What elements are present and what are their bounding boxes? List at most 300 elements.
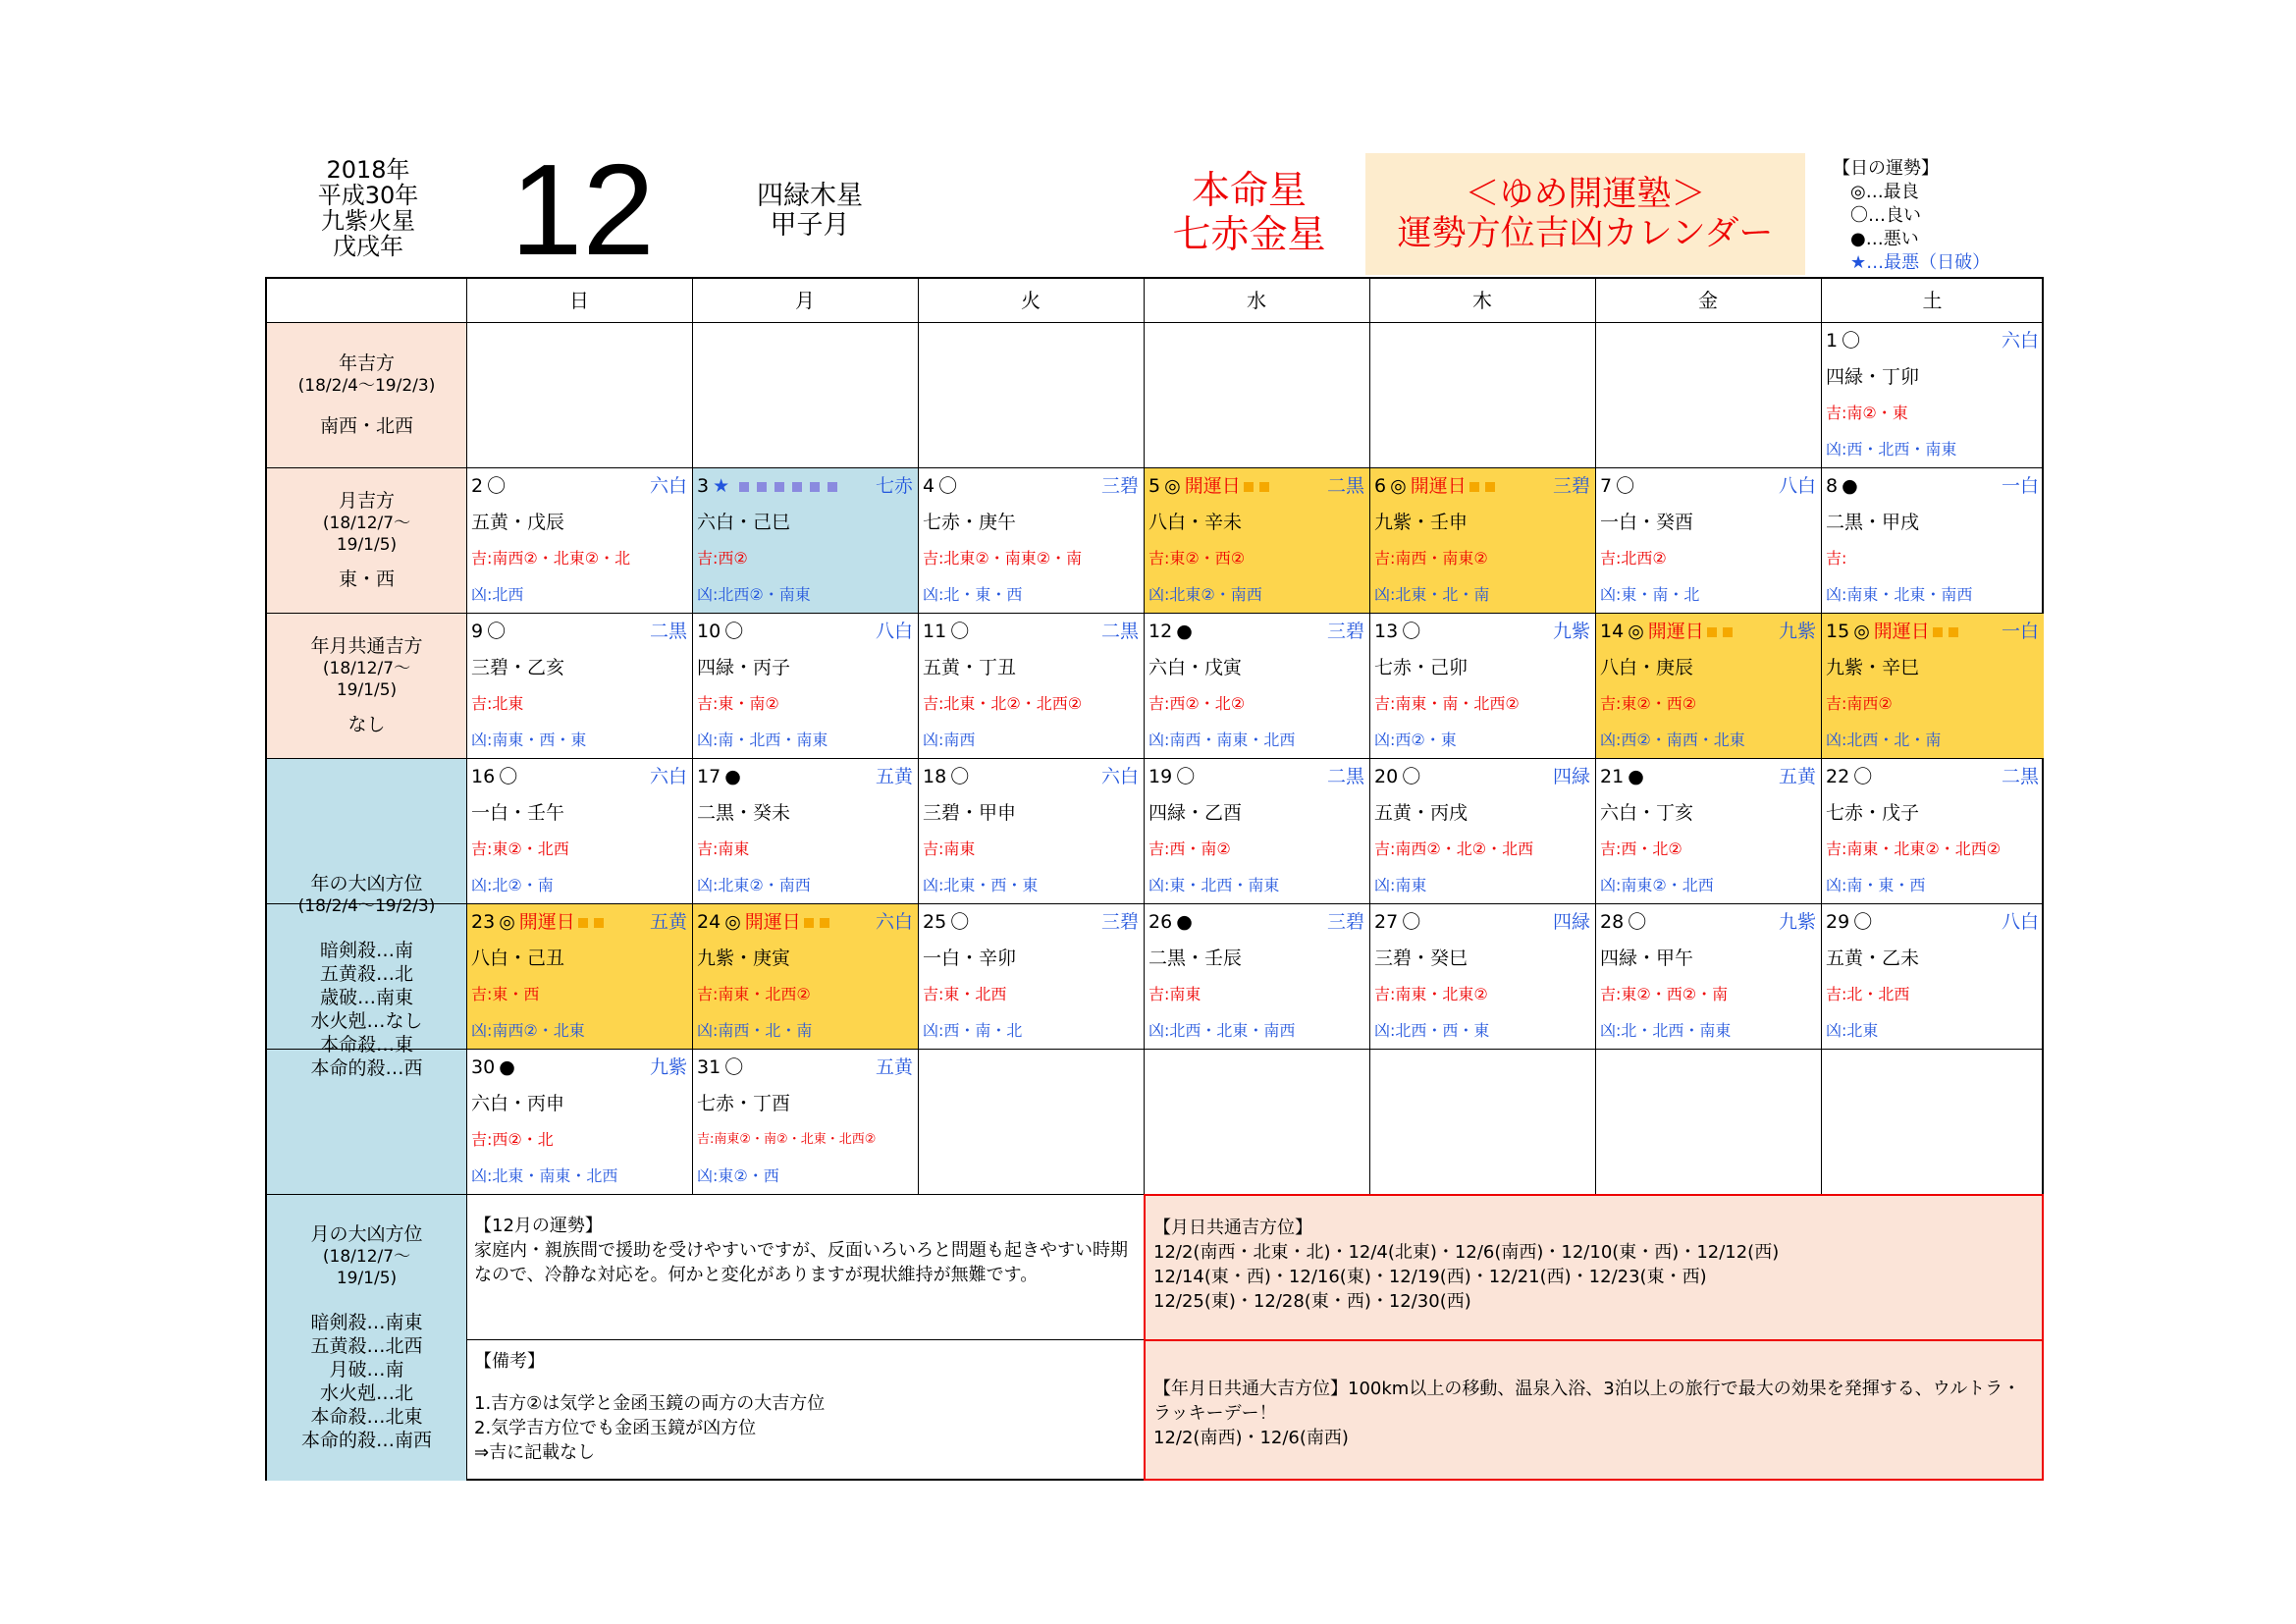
side-bad-item: 本命殺…東 [319,1034,413,1056]
day-header [471,764,687,789]
day-header [1826,764,2039,789]
day-kanshi: 五黄・丁丑 [923,657,1017,678]
weekday-6: 土 [1922,289,1943,312]
month-number: 12 [510,137,655,282]
worst-squares [735,475,841,497]
grid-hline [267,903,2044,904]
day-fortune-mark: ◎ [724,911,741,933]
legend-worst: ★…最悪（日破） [1850,252,1991,273]
weekday-5: 金 [1698,289,1718,312]
day-kyo: 凶:西②・東 [1374,731,1457,749]
day-cell [918,758,1144,903]
kaiun-label: 開運日 [744,911,801,933]
worst-square [739,482,749,492]
day-kyo: 凶:北東②・南西 [697,876,811,894]
day-header [1374,909,1590,935]
honmei-star [1139,169,1360,257]
worst-square [757,482,767,492]
day-kyo: 凶:南西・南東・北西 [1148,731,1296,749]
day-number: 6 [1374,475,1387,497]
side-range: 19/1/5) [336,680,398,700]
day-number: 26 [1148,911,1173,933]
side-title: 年の大凶方位 [310,873,423,894]
side-value: 南西・北西 [319,415,413,437]
day-fortune-mark: 〇 [1402,911,1421,933]
note-big-line: 12/2(南西)・12/6(南西) [1153,1428,1349,1448]
day-kichi: 吉: [1826,549,1847,568]
day-fortune-mark: 〇 [1853,911,1873,933]
day-fortune-mark: 〇 [724,621,744,642]
day-kichi: 吉:東・南② [697,694,779,713]
day-kanshi: 七赤・戊子 [1826,802,1920,824]
day-cell [466,903,692,1049]
day-kyo: 凶:西②・南西・北東 [1600,731,1745,749]
day-header [1374,764,1590,789]
day-header [1826,619,2039,644]
side-bad-item: 月破…南 [329,1359,404,1380]
worst-square [828,482,837,492]
day-kichi: 吉:西②・北② [1148,694,1246,713]
day-kyo: 凶:南東・北東・南西 [1826,585,1973,604]
day-kyo: 凶:東・北西・南東 [1148,876,1280,894]
day-kyo: 凶:東・南・北 [1600,585,1700,604]
day-fortune-mark: ● [1842,475,1858,497]
day-kyo: 凶:南西・北・南 [697,1021,813,1040]
day-kanshi: 六白・丙申 [471,1093,565,1114]
kaiun-square [1707,627,1717,637]
day-kanshi: 九紫・辛巳 [1826,657,1920,678]
day-fortune-mark: 〇 [499,766,518,787]
grid-vline [1821,279,1822,1194]
note-fortune-title: 【12月の運勢】 [474,1216,603,1236]
note-remarks [466,1339,1144,1481]
day-kanshi: 七赤・庚午 [923,512,1017,533]
day-kyo: 凶:東②・西 [697,1166,779,1185]
day-cell [692,758,918,903]
day-kyo: 凶:北・東・西 [923,585,1023,604]
note-big-text: 【年月日共通大吉方位】100km以上の移動、温泉入浴、3泊以上の旅行で最大の効果を発揮する、ウルトラ・ラッキーデー！ [1153,1379,2021,1424]
day-kanshi: 四緑・丁卯 [1826,366,1920,388]
day-kyusei: 五黄 [1778,766,1816,787]
day-kanshi: 二黒・甲戌 [1826,512,1920,533]
day-fortune-mark: ◎ [499,911,515,933]
day-kyusei: 二黒 [1326,475,1364,497]
side-range: 19/1/5) [336,535,398,555]
day-kanshi: 八白・己丑 [471,947,565,969]
side-value: 東・西 [338,568,395,590]
day-kanshi: 三碧・乙亥 [471,657,565,678]
day-kyusei: 八白 [2001,911,2039,933]
day-cell [692,903,918,1049]
day-kanshi: 一白・辛卯 [923,947,1017,969]
day-header [697,909,913,935]
kaiun-label: 開運日 [1184,475,1241,497]
day-kanshi: 五黄・戊辰 [471,512,565,533]
day-fortune-mark: 〇 [1176,766,1196,787]
day-kyo: 凶:北東・西・東 [923,876,1039,894]
day-kyusei: 三碧 [1100,911,1139,933]
side-month-bad [267,1194,466,1481]
legend [1833,157,2029,275]
day-kyusei: 八白 [1778,475,1816,497]
day-header [697,1055,913,1080]
day-kyo: 凶:北東②・南西 [1148,585,1262,604]
day-header [923,473,1139,499]
grid-hline [267,467,2044,468]
grid-vline [692,279,693,1194]
calendar-title [1365,153,1805,275]
day-fortune-mark: 〇 [487,621,507,642]
day-kanshi: 三碧・癸巳 [1374,947,1468,969]
day-number: 1 [1826,330,1839,352]
day-kichi: 吉:東②・西② [1148,549,1246,568]
day-header [1374,619,1590,644]
grid-hline [267,322,2044,323]
day-cell [1369,903,1595,1049]
day-fortune-mark: ● [1176,621,1193,642]
day-kanshi: 六白・丁亥 [1600,802,1694,824]
day-header [1600,619,1816,644]
day-cell [1595,467,1821,613]
day-kichi: 吉:北東②・南東②・南 [923,549,1083,568]
day-kichi: 吉:南東 [1148,985,1201,1003]
day-kichi: 吉:東・西 [471,985,540,1003]
day-fortune-mark: 〇 [950,911,970,933]
day-fortune-mark: ● [1176,911,1193,933]
kaiun-label: 開運日 [1647,621,1704,642]
worst-square [792,482,802,492]
day-kyusei: 三碧 [1326,911,1364,933]
day-fortune-mark: ◎ [1390,475,1407,497]
day-header [697,473,913,499]
legend-bad: ●…悪い [1850,229,1919,249]
day-kichi: 吉:東②・北西 [471,839,569,858]
day-kichi: 吉:北東・北②・北西② [923,694,1083,713]
day-cell [1821,758,2044,903]
day-header [471,619,687,644]
side-title: 月吉方 [338,490,395,512]
day-cell [466,758,692,903]
side-range: (18/12/7～ [322,659,411,678]
side-range: 19/1/5) [336,1269,398,1288]
day-cell [692,467,918,613]
day-kichi: 吉:北・北西 [1826,985,1910,1003]
day-kanshi: 二黒・癸未 [697,802,791,824]
day-kichi: 吉:西・北② [1600,839,1682,858]
header-eto: 戊戌年 [333,233,403,260]
day-kyo: 凶:南東・西・東 [471,731,587,749]
day-cell [1821,467,2044,613]
day-number: 20 [1374,766,1399,787]
day-cell [692,613,918,758]
day-header [1600,909,1816,935]
day-kichi: 吉:西・南② [1148,839,1231,858]
day-kichi: 吉:西② [697,549,748,568]
day-number: 8 [1826,475,1839,497]
day-fortune-mark: 〇 [724,1056,744,1078]
day-cell [1144,758,1369,903]
day-kyo: 凶:北東・南東・北西 [471,1166,618,1185]
side-bad-item: 本命殺…北東 [310,1406,423,1428]
side-bad-item: 水火剋…なし [310,1010,423,1032]
note-common-title: 【月日共通吉方位】 [1153,1218,1312,1238]
header-heisei: 平成30年 [317,182,419,209]
day-cell [918,613,1144,758]
day-cell [918,903,1144,1049]
day-number: 17 [697,766,721,787]
day-cell [1369,613,1595,758]
day-kyo: 凶:南東②・北西 [1600,876,1714,894]
day-number: 12 [1148,621,1173,642]
day-kichi: 吉:南東 [923,839,976,858]
note-remarks-line: 2.気学吉方位でも金函玉鏡が凶方位 [474,1418,757,1438]
kaiun-square [1933,627,1943,637]
day-kichi: 吉:北東 [471,694,524,713]
day-kyo: 凶:北西・北東・南西 [1148,1021,1296,1040]
grid-hline [267,613,2044,614]
note-fortune [466,1194,1144,1339]
day-cell [1144,467,1369,613]
note-common-line: 12/14(東・西)・12/16(東)・12/19(西)・12/21(西)・12/23(東・西) [1153,1267,1707,1287]
grid-vline [918,279,919,1194]
day-number: 23 [471,911,496,933]
note-remarks-line: 1.吉方②は気学と金函玉鏡の両方の大吉方位 [474,1393,826,1414]
day-number: 16 [471,766,496,787]
day-kyo: 凶:南東 [1374,876,1427,894]
side-range: (18/12/7～ [322,514,411,533]
day-kichi: 吉:南東・北東②・北西② [1826,839,2002,858]
kaiun-square [1259,482,1269,492]
weekday-3: 水 [1247,289,1266,312]
weekday-2: 火 [1021,289,1041,312]
day-header [471,1055,687,1080]
day-kichi: 吉:西②・北 [471,1130,554,1149]
legend-good: 〇…良い [1850,205,1921,226]
title-main: 運勢方位吉凶カレンダー [1397,214,1774,253]
day-fortune-mark: 〇 [950,766,970,787]
day-kyusei: 五黄 [649,911,687,933]
day-fortune-mark: 〇 [950,621,970,642]
kaiun-square [1485,482,1495,492]
side-title: 年吉方 [338,352,395,374]
day-kyusei: 三碧 [1100,475,1139,497]
day-kyusei: 五黄 [875,1056,913,1078]
day-kichi: 吉:南西②・北②・北西 [1374,839,1534,858]
day-number: 29 [1826,911,1850,933]
grid-vline [1595,279,1596,1194]
day-number: 5 [1148,475,1161,497]
day-kichi: 吉:南東・北東② [1374,985,1488,1003]
side-bad-item: 暗剣殺…南東 [310,1312,423,1333]
day-kyusei: 四緑 [1552,911,1590,933]
day-number: 9 [471,621,484,642]
side-bad-item: 五黄殺…北西 [310,1335,423,1357]
day-number: 30 [471,1056,496,1078]
day-fortune-mark: ● [1628,766,1644,787]
kaiun-square [1244,482,1254,492]
side-year-good [267,322,466,467]
day-fortune-mark: 〇 [487,475,507,497]
note-common [1144,1194,2044,1339]
day-kanshi: 九紫・壬申 [1374,512,1468,533]
day-kyo: 凶:西・南・北 [923,1021,1023,1040]
day-header [1826,473,2039,499]
day-kyo: 凶:南西②・北東 [471,1021,585,1040]
side-title: 年月共通吉方 [310,635,423,657]
kaiun-square [804,918,814,928]
day-header [1148,473,1364,499]
day-kyusei: 七赤 [875,475,913,497]
day-fortune-mark: 〇 [1402,766,1421,787]
side-bad-item: 水火剋…北 [319,1382,413,1404]
day-kyusei: 二黒 [649,621,687,642]
day-kyo: 凶:西・北西・南東 [1826,440,1957,459]
day-kanshi: 六白・己巳 [697,512,791,533]
day-cell [1369,758,1595,903]
day-header [923,909,1139,935]
day-header [1826,909,2039,935]
side-bad-item: 本命的殺…西 [310,1057,423,1079]
day-kichi: 吉:南東 [697,839,750,858]
side-bad-item: 五黄殺…北 [319,963,413,985]
day-number: 10 [697,621,721,642]
kaiun-square [594,918,604,928]
note-fortune-text: 家庭内・親族間で援助を受けやすいですが、反面いろいろと問題も起きやすい時期なので、冷静な対応を。何かと変化がありますが現状維持が無難です。 [474,1240,1128,1285]
day-number: 25 [923,911,947,933]
day-kanshi: 五黄・丙戌 [1374,802,1468,824]
day-kanshi: 三碧・甲申 [923,802,1017,824]
side-common-good [267,613,466,758]
day-kyo: 凶:北西・西・東 [1374,1021,1490,1040]
day-fortune-mark: 〇 [1616,475,1635,497]
kaiun-square [820,918,829,928]
day-cell [1369,467,1595,613]
day-kyusei: 六白 [2001,330,2039,352]
day-kyusei: 五黄 [875,766,913,787]
day-kichi: 吉:南②・東 [1826,404,1908,422]
day-kichi: 吉:南西② [1826,694,1893,713]
day-kanshi: 一白・癸酉 [1600,512,1694,533]
day-kichi: 吉:東②・西②・南 [1600,985,1729,1003]
kaiun-square [1949,627,1958,637]
note-remarks-title: 【備考】 [474,1351,545,1372]
day-kanshi: 七赤・丁酉 [697,1093,791,1114]
honmei-label: 本命星 [1191,169,1307,213]
day-kanshi: 五黄・乙未 [1826,947,1920,969]
day-cell [918,467,1144,613]
day-fortune-mark: 〇 [1853,766,1873,787]
day-header [471,909,687,935]
day-kichi: 吉:南西②・北東②・北 [471,549,631,568]
month-star: 四緑木星 [757,181,863,211]
day-kyusei: 三碧 [1552,475,1590,497]
kaiun-label: 開運日 [1873,621,1930,642]
day-kanshi: 四緑・乙酉 [1148,802,1243,824]
day-kyo: 凶:北東 [1826,1021,1879,1040]
day-fortune-mark: ◎ [1853,621,1870,642]
day-header [923,619,1139,644]
day-kyo: 凶:南・東・西 [1826,876,1926,894]
day-cell [1144,903,1369,1049]
day-kyusei: 一白 [2001,621,2039,642]
day-kichi: 吉:南東・北西② [697,985,811,1003]
day-number: 21 [1600,766,1625,787]
day-cell [1821,903,2044,1049]
day-number: 19 [1148,766,1173,787]
day-number: 24 [697,911,721,933]
day-cell [692,1049,918,1194]
day-kyusei: 六白 [1100,766,1139,787]
side-bad-item: 本命的殺…南西 [300,1430,432,1451]
day-kyo: 凶:北東・北・南 [1374,585,1490,604]
day-header [697,619,913,644]
day-kichi: 吉:東・北西 [923,985,1007,1003]
honmei-value: 七赤金星 [1172,213,1326,257]
side-month-good [267,467,466,613]
day-cell [466,1049,692,1194]
day-kyo: 凶:北西・北・南 [1826,731,1942,749]
day-kyo: 凶:南・北西・南東 [697,731,828,749]
day-cell [1821,322,2044,467]
header-year-info [285,157,452,259]
day-kanshi: 四緑・丙子 [697,657,791,678]
day-fortune-mark: 〇 [1628,911,1647,933]
day-header [697,764,913,789]
day-kyo: 凶:北②・南 [471,876,554,894]
day-kyo: 凶:北・北西・南東 [1600,1021,1732,1040]
day-kyusei: 二黒 [1100,621,1139,642]
weekday-4: 木 [1472,289,1492,312]
day-number: 28 [1600,911,1625,933]
title-org: ＜ゆめ開運塾＞ [1465,175,1706,214]
kaiun-square [1469,482,1479,492]
header-year-star: 九紫火星 [321,207,415,235]
day-fortune-mark: ● [499,1056,515,1078]
side-value: なし [347,714,386,735]
day-kanshi: 八白・辛未 [1148,512,1243,533]
day-number: 4 [923,475,935,497]
day-number: 3 [697,475,710,497]
month-eto: 甲子月 [770,210,850,241]
grid-hline [267,758,2044,759]
note-common-line: 12/2(南西・北東・北)・12/4(北東)・12/6(南西)・12/10(東・西)・12/12(西) [1153,1242,1780,1263]
day-header [1600,764,1816,789]
day-kanshi: 八白・庚辰 [1600,657,1694,678]
day-kichi: 吉:東②・西② [1600,694,1697,713]
day-header [471,473,687,499]
day-fortune-mark: 〇 [938,475,958,497]
worst-square [774,482,784,492]
day-fortune-mark: ● [724,766,741,787]
kaiun-label: 開運日 [1410,475,1467,497]
day-header [1826,328,2039,353]
day-number: 14 [1600,621,1625,642]
day-header [1148,764,1364,789]
day-number: 18 [923,766,947,787]
legend-best: ◎…最良 [1850,182,1919,202]
day-cell [466,613,692,758]
day-cell [1595,758,1821,903]
day-kyusei: 六白 [649,766,687,787]
side-range: (18/12/7～ [322,1247,411,1267]
day-kichi: 吉:北西② [1600,549,1667,568]
legend-title: 【日の運勢】 [1833,158,1939,179]
kaiun-square [578,918,588,928]
note-common-line: 12/25(東)・12/28(東・西)・12/30(西) [1153,1291,1471,1312]
kaiun-label: 開運日 [518,911,575,933]
day-kyusei: 三碧 [1326,621,1364,642]
day-number: 31 [697,1056,721,1078]
